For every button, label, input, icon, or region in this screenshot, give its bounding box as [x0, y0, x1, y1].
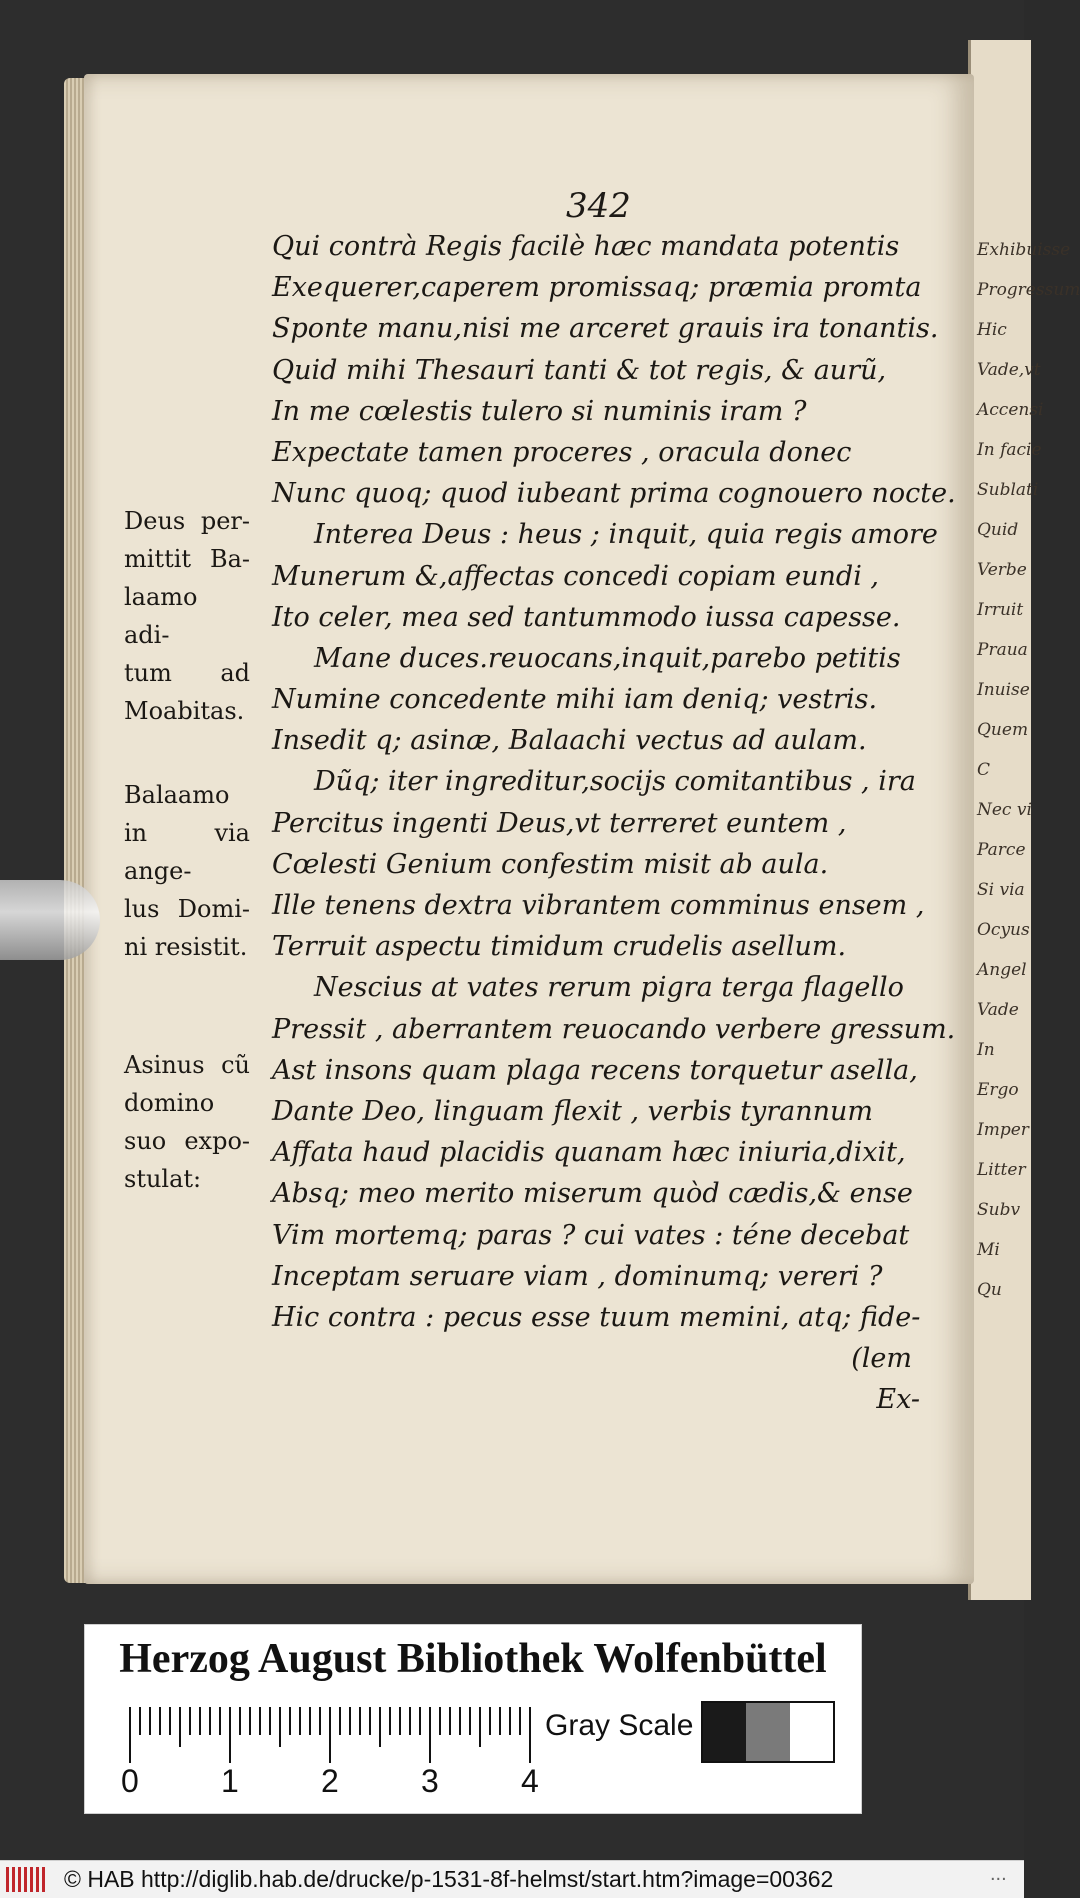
- hab-logo-icon: [6, 1867, 46, 1892]
- scale-number: 3: [421, 1763, 439, 1799]
- facing-fragment: Accensi: [977, 400, 1044, 420]
- ruler-tick: [509, 1707, 511, 1735]
- facing-fragment: Ergo: [977, 1080, 1019, 1100]
- ruler-tick: [419, 1707, 421, 1735]
- ruler-tick: [199, 1707, 201, 1735]
- ruler-tick: [339, 1707, 341, 1735]
- facing-fragment: Subv: [977, 1200, 1021, 1220]
- text-line: Mane duces.reuocans,inquit,parebo petitis: [314, 642, 901, 674]
- ruler-tick: [139, 1707, 141, 1735]
- marginal-line: laamo adi-: [124, 583, 198, 649]
- ruler-tick: [459, 1707, 461, 1735]
- footer-bar: [0, 1860, 1024, 1898]
- facing-fragment: Quem: [977, 720, 1029, 740]
- footer-link[interactable]: © HAB http://diglib.hab.de/drucke/p-1531-8f-helmst/start.htm?image=00362: [64, 1866, 834, 1892]
- ruler-tick: [449, 1707, 451, 1735]
- marginal-line: Deus per-: [124, 507, 250, 535]
- facing-fragment: Exhibuisse: [977, 240, 1071, 260]
- ruler-tick: [489, 1707, 491, 1735]
- main-text-block: [272, 226, 956, 1420]
- facing-fragment: Progressum: [977, 280, 1080, 300]
- text-line: Ast insons quam plaga recens torquetur asella,: [272, 1054, 918, 1086]
- gray-swatch: [790, 1703, 833, 1761]
- ruler-tick: [389, 1707, 391, 1735]
- text-line: Dũq; iter ingreditur,socijs comitantibus , ira: [314, 766, 916, 798]
- ruler-tick: [439, 1707, 441, 1735]
- text-line: Pressit , aberrantem reuocando verbere gressum.: [272, 1013, 956, 1045]
- ruler-tick: [499, 1707, 501, 1735]
- marginal-line: in via ange-: [124, 819, 250, 885]
- ruler-tick: [169, 1707, 171, 1735]
- text-line: In me cœlestis tulero si numinis iram ?: [272, 395, 807, 427]
- text-line: Ex-: [876, 1384, 920, 1416]
- ruler-tick: [359, 1707, 361, 1735]
- ruler-tick: [519, 1707, 521, 1735]
- facing-fragment: Irruit: [977, 600, 1024, 620]
- facing-fragment: Praua: [977, 640, 1028, 660]
- ruler-tick: [179, 1707, 181, 1747]
- ruler-tick: [289, 1707, 291, 1735]
- text-line: Hic contra : pecus esse tuum memini, atq; fide-: [272, 1301, 921, 1333]
- facing-fragment: Angel: [977, 960, 1027, 980]
- facing-page-text: [977, 230, 1080, 1310]
- marginal-line: stulat:: [124, 1165, 202, 1193]
- scale-numbers: [121, 1763, 541, 1803]
- marginal-line: Moabitas.: [124, 697, 245, 725]
- facing-fragment: C: [977, 760, 991, 780]
- text-line: Percitus ingenti Deus,vt terreret euntem ,: [272, 807, 847, 839]
- ruler-tick: [329, 1707, 331, 1763]
- ruler-tick: [269, 1707, 271, 1735]
- facing-fragment: Inuise: [977, 680, 1030, 700]
- ruler-tick: [299, 1707, 301, 1735]
- ruler-tick: [259, 1707, 261, 1735]
- ruler-tick: [399, 1707, 401, 1735]
- ruler-tick: [379, 1707, 381, 1747]
- text-line: Munerum &,affectas concedi copiam eundi ,: [272, 560, 879, 592]
- ruler-tick: [149, 1707, 151, 1735]
- marginal-line: tum ad: [124, 659, 250, 687]
- scale-ruler: [129, 1707, 529, 1763]
- text-line: Affata haud placidis quanam hæc iniuria,dixit,: [272, 1137, 906, 1169]
- facing-fragment: Vade: [977, 1000, 1019, 1020]
- marginal-line: ni resistit.: [124, 933, 248, 961]
- text-line: Qui contrà Regis facilè hæc mandata potentis: [272, 231, 900, 262]
- gray-scale-label: Gray Scale: [545, 1709, 694, 1742]
- ruler-tick: [129, 1707, 131, 1763]
- text-line: Vim mortemq; paras ? cui vates : téne decebat: [272, 1219, 910, 1251]
- facing-fragment: Verbe: [977, 560, 1027, 580]
- facing-fragment: Mi: [977, 1240, 1000, 1260]
- marginal-line: lus Domi-: [124, 895, 250, 923]
- ruler-tick: [469, 1707, 471, 1735]
- ruler-tick: [479, 1707, 481, 1747]
- gray-swatch: [703, 1703, 746, 1761]
- scale-number: 1: [221, 1763, 239, 1799]
- color-target-card: [84, 1624, 862, 1814]
- ruler-tick: [349, 1707, 351, 1735]
- text-line: Quid mihi Thesauri tanti & tot regis, & aurũ,: [272, 354, 887, 386]
- facing-fragment: Si via: [977, 880, 1025, 900]
- scale-number: 2: [321, 1763, 339, 1799]
- text-line: Exequerer,caperem promissaq; præmia promta: [272, 272, 922, 304]
- text-line: Interea Deus : heus ; inquit, quia regis amore: [314, 519, 938, 551]
- ruler-tick: [309, 1707, 311, 1735]
- text-line: Numine concedente mihi iam deniq; vestris.: [272, 684, 878, 716]
- text-line: Dante Deo, linguam flexit , verbis tyrannum: [272, 1095, 874, 1127]
- text-line: Absq; meo merito miserum quòd cædis,& ense: [272, 1178, 913, 1210]
- marginal-line: suo expo-: [124, 1127, 250, 1155]
- text-line: Insedit q; asinæ, Balaachi vectus ad aulam.: [272, 725, 867, 757]
- facing-fragment: Quid: [977, 520, 1019, 540]
- facing-fragment: Parce: [977, 840, 1026, 860]
- facing-fragment: Hic: [977, 320, 1007, 340]
- facing-fragment: Vade,vt: [977, 360, 1041, 380]
- facing-fragment: Nec vi: [977, 800, 1032, 820]
- facing-fragment: Imper: [977, 1120, 1029, 1140]
- scale-number: 4: [521, 1763, 539, 1799]
- text-line: Nescius at vates rerum pigra terga flagello: [314, 972, 904, 1004]
- marginal-note-2: [124, 776, 250, 966]
- text-line: (lem: [851, 1343, 912, 1375]
- ruler-tick: [279, 1707, 281, 1747]
- facing-fragment: Sublati: [977, 480, 1039, 500]
- ruler-tick: [229, 1707, 231, 1763]
- facing-fragment: Ocyus: [977, 920, 1030, 940]
- page-clip: [0, 880, 100, 960]
- ruler-tick: [319, 1707, 321, 1735]
- ruler-tick: [239, 1707, 241, 1735]
- marginal-line: domino: [124, 1089, 215, 1117]
- text-line: Nunc quoq; quod iubeant prima cognouero nocte.: [272, 478, 956, 510]
- text-line: Cœlesti Genium confestim misit ab aula.: [272, 848, 829, 880]
- ruler-tick: [409, 1707, 411, 1735]
- library-title: Herzog August Bibliothek Wolfenbüttel: [119, 1636, 827, 1682]
- scale-number: 0: [121, 1763, 139, 1799]
- facing-page: [968, 40, 1080, 1600]
- facing-fragment: In: [977, 1040, 995, 1060]
- marginal-note-3: [124, 1046, 250, 1198]
- marginal-line: Balaamo: [124, 781, 230, 809]
- facing-fragment: Qu: [977, 1280, 1002, 1300]
- marginal-line: mittit Ba-: [124, 545, 250, 573]
- facing-fragment: In facie: [977, 440, 1042, 460]
- page-number: 342: [566, 186, 631, 226]
- ruler-tick: [529, 1707, 531, 1763]
- text-line: Terruit aspectu timidum crudelis asellum.: [272, 931, 847, 963]
- marginal-line: Asinus cũ: [124, 1051, 250, 1079]
- ruler-tick: [159, 1707, 161, 1735]
- text-line: Expectate tamen proceres , oracula donec: [272, 436, 852, 468]
- text-line: Ito celer, mea sed tantummodo iussa capesse.: [272, 601, 901, 633]
- ruler-tick: [219, 1707, 221, 1735]
- text-line: Inceptam seruare viam , dominumq; vereri ?: [272, 1260, 883, 1292]
- ruler-tick: [369, 1707, 371, 1735]
- ruler-tick: [249, 1707, 251, 1735]
- text-line: Sponte manu,nisi me arceret grauis ira tonantis.: [272, 313, 939, 345]
- gray-scale-swatches: [701, 1701, 835, 1763]
- facing-fragment: Litter: [977, 1160, 1026, 1180]
- ruler-tick: [209, 1707, 211, 1735]
- gray-swatch: [746, 1703, 789, 1761]
- ruler-tick: [189, 1707, 191, 1735]
- ruler-tick: [429, 1707, 431, 1763]
- more-icon[interactable]: ...: [990, 1863, 1007, 1885]
- marginal-note-1: [124, 502, 250, 730]
- text-line: Ille tenens dextra vibrantem comminus ensem ,: [272, 890, 925, 921]
